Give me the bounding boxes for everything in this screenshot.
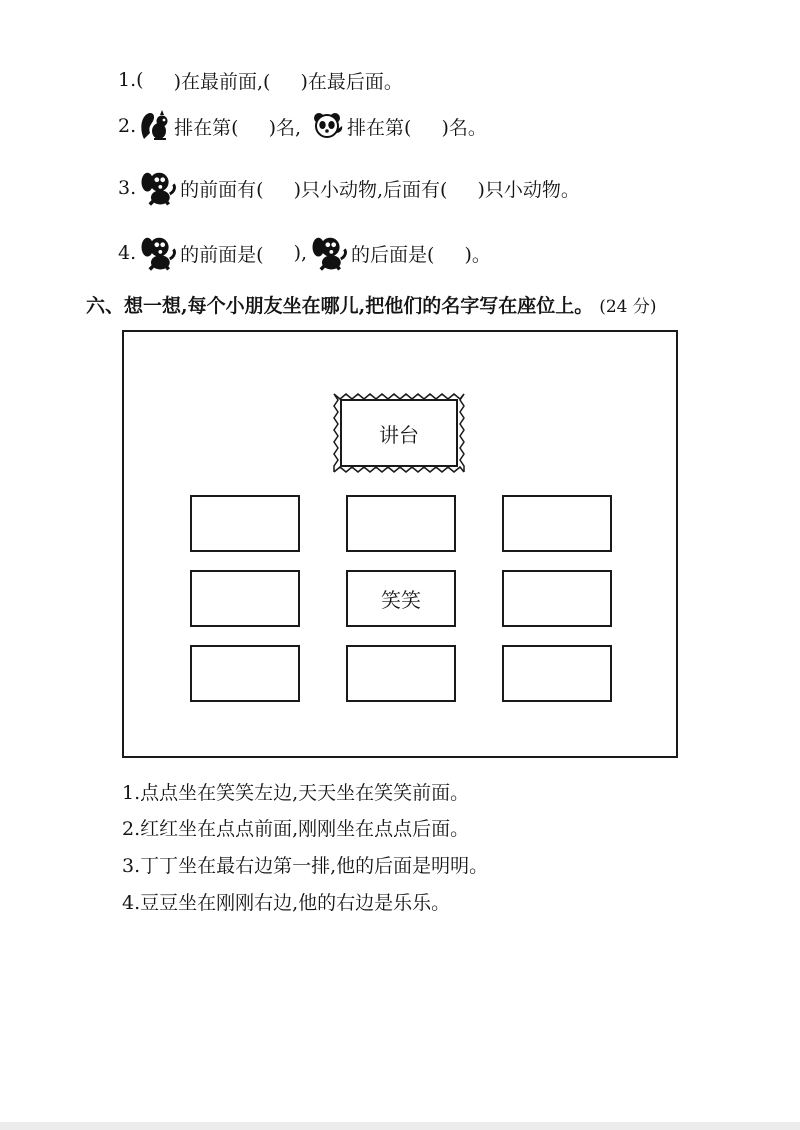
- clue-4: 4.豆豆坐在刚刚右边,他的右边是乐乐。: [122, 891, 451, 914]
- question-4: [118, 233, 491, 273]
- seat-row2-left[interactable]: [190, 570, 300, 627]
- dog-icon: [138, 168, 178, 208]
- clue-2: 2.红红坐在点点前面,刚刚坐在点点后面。: [122, 817, 470, 840]
- question-number: 4.: [118, 242, 137, 264]
- question-text: 的后面是(: [351, 243, 435, 266]
- seat-row1-left[interactable]: [190, 495, 300, 552]
- squirrel-icon: [138, 109, 172, 143]
- seat-row1-middle[interactable]: [346, 495, 456, 552]
- section-heading: [86, 288, 657, 320]
- section-score: (24 分): [599, 296, 657, 317]
- question-text: (: [136, 69, 144, 91]
- clue-3: 3.丁丁坐在最右边第一排,他的后面是明明。: [122, 854, 489, 877]
- panda-icon: [311, 109, 345, 143]
- question-text: )在最前面,(: [173, 70, 271, 93]
- question-text: )。: [464, 243, 491, 266]
- seat-row3-left[interactable]: [190, 645, 300, 702]
- page-bottom-edge: [0, 1122, 800, 1130]
- question-text: )只小动物。: [477, 178, 580, 201]
- seat-row3-right[interactable]: [502, 645, 612, 702]
- clue-1: 1.点点坐在笑笑左边,天天坐在笑笑前面。: [122, 781, 470, 804]
- question-number: 2.: [118, 115, 137, 137]
- question-text: 排在第(: [174, 116, 239, 139]
- question-text: )只小动物,后面有(: [293, 178, 448, 201]
- section-title: 六、想一想,每个小朋友坐在哪儿,把他们的名字写在座位上。: [86, 294, 594, 317]
- seat-row1-right[interactable]: [502, 495, 612, 552]
- podium: [340, 399, 458, 467]
- question-text: 的前面是(: [180, 243, 264, 266]
- dog-icon: [138, 233, 178, 273]
- question-number: 3.: [118, 177, 137, 199]
- seat-row2-right[interactable]: [502, 570, 612, 627]
- question-text: )名,: [268, 116, 302, 139]
- question-3: [118, 168, 580, 208]
- question-text: ),: [293, 242, 308, 264]
- question-text: )名。: [441, 116, 487, 139]
- seat-row2-middle[interactable]: 笑笑: [346, 570, 456, 627]
- dog-icon: [309, 233, 349, 273]
- question-text: 排在第(: [347, 116, 412, 139]
- question-1: [118, 60, 403, 100]
- question-2: [118, 106, 487, 146]
- question-text: 的前面有(: [180, 178, 264, 201]
- question-text: )在最后面。: [300, 70, 403, 93]
- podium-label: 讲台: [379, 422, 419, 447]
- seat-row3-middle[interactable]: [346, 645, 456, 702]
- question-number: 1.: [118, 69, 137, 91]
